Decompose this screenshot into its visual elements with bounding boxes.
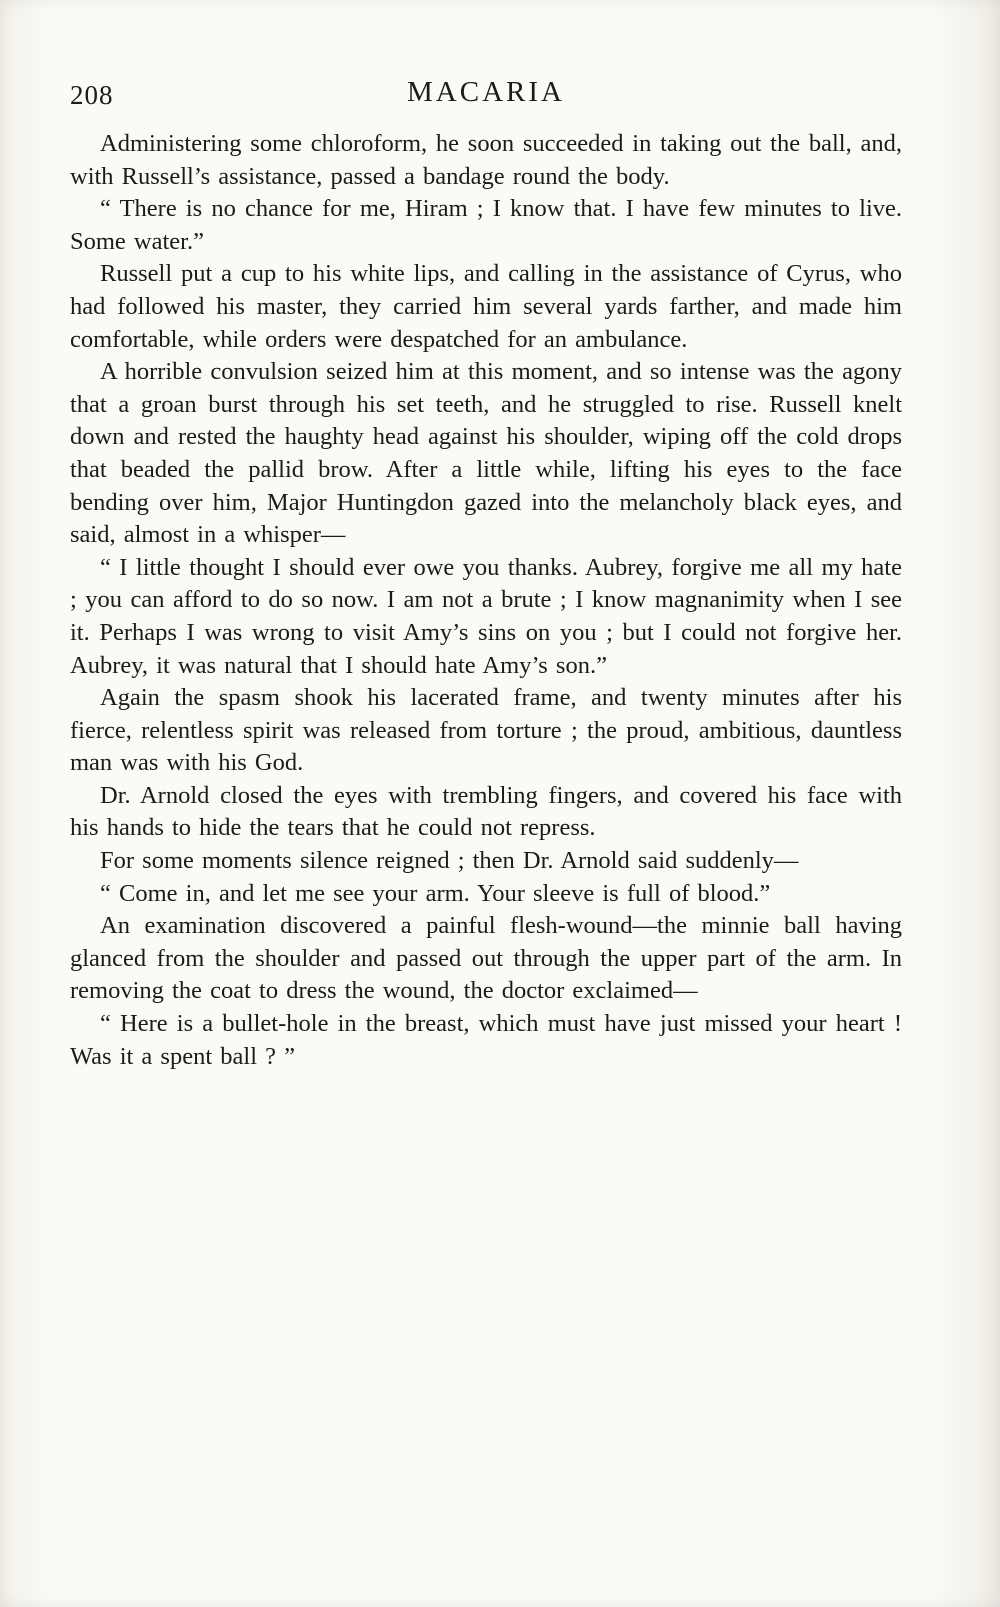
- paragraph: A horrible convulsion seized him at this moment, and so intense was the agony that a groan burst through his set teeth, and he struggled to rise. Russell knelt down and rested the haughty head against his shoulder, wiping off the cold drops that beaded the pallid brow. After a little while, lifting his eyes to the face bending over him, Major Huntingdon gazed into the melancholy black eyes, and said, almost in a whisper—: [70, 358, 902, 549]
- page-body: [70, 128, 902, 1073]
- paragraph: Again the spasm shook his lacerated frame, and twenty minutes after his fierce, relentless spirit was released from torture ; the proud, ambitious, dauntless man was with his God.: [70, 684, 902, 777]
- page-number: 208: [70, 80, 114, 110]
- running-title: MACARIA: [407, 76, 565, 108]
- paragraph: “ Come in, and let me see your arm. Your sleeve is full of blood.”: [100, 879, 771, 907]
- paragraph: Administering some chloroform, he soon succeeded in taking out the ball, and, with Russell’s assistance, passed a bandage round the body.: [70, 130, 902, 190]
- paragraph: “ Here is a bullet-hole in the breast, which must have just missed your heart ! Was it a spent ball ? ”: [70, 1010, 902, 1070]
- paragraph: For some moments silence reigned ; then Dr. Arnold said suddenly—: [100, 847, 799, 875]
- paragraph: Dr. Arnold closed the eyes with trembling fingers, and covered his face with his hands to hide the tears that he could not repress.: [70, 781, 902, 842]
- paragraph: An examination discovered a painful flesh-wound—the minnie ball having glanced from the shoulder and passed out through the upper part of the arm. In removing the coat to dress the wound, the doctor exclaimed—: [70, 912, 902, 1005]
- running-header: [70, 72, 902, 118]
- paragraph: “ There is no chance for me, Hiram ; I know that. I have few minutes to live. Some water.”: [70, 195, 902, 255]
- paragraph: Russell put a cup to his white lips, and calling in the assistance of Cyrus, who had followed his master, they carried him several yards farther, and made him comfortable, while orders were despatched for an ambulance.: [70, 260, 902, 353]
- paragraph: “ I little thought I should ever owe you thanks. Aubrey, forgive me all my hate ; you can afford to do so now. I am not a brute ; I know magnanimity when I see it. Perhaps I was wrong to visit Amy’s sins on you ; but I could not forgive her. Aubrey, it was natural that I should hate Amy’s son.”: [70, 553, 902, 679]
